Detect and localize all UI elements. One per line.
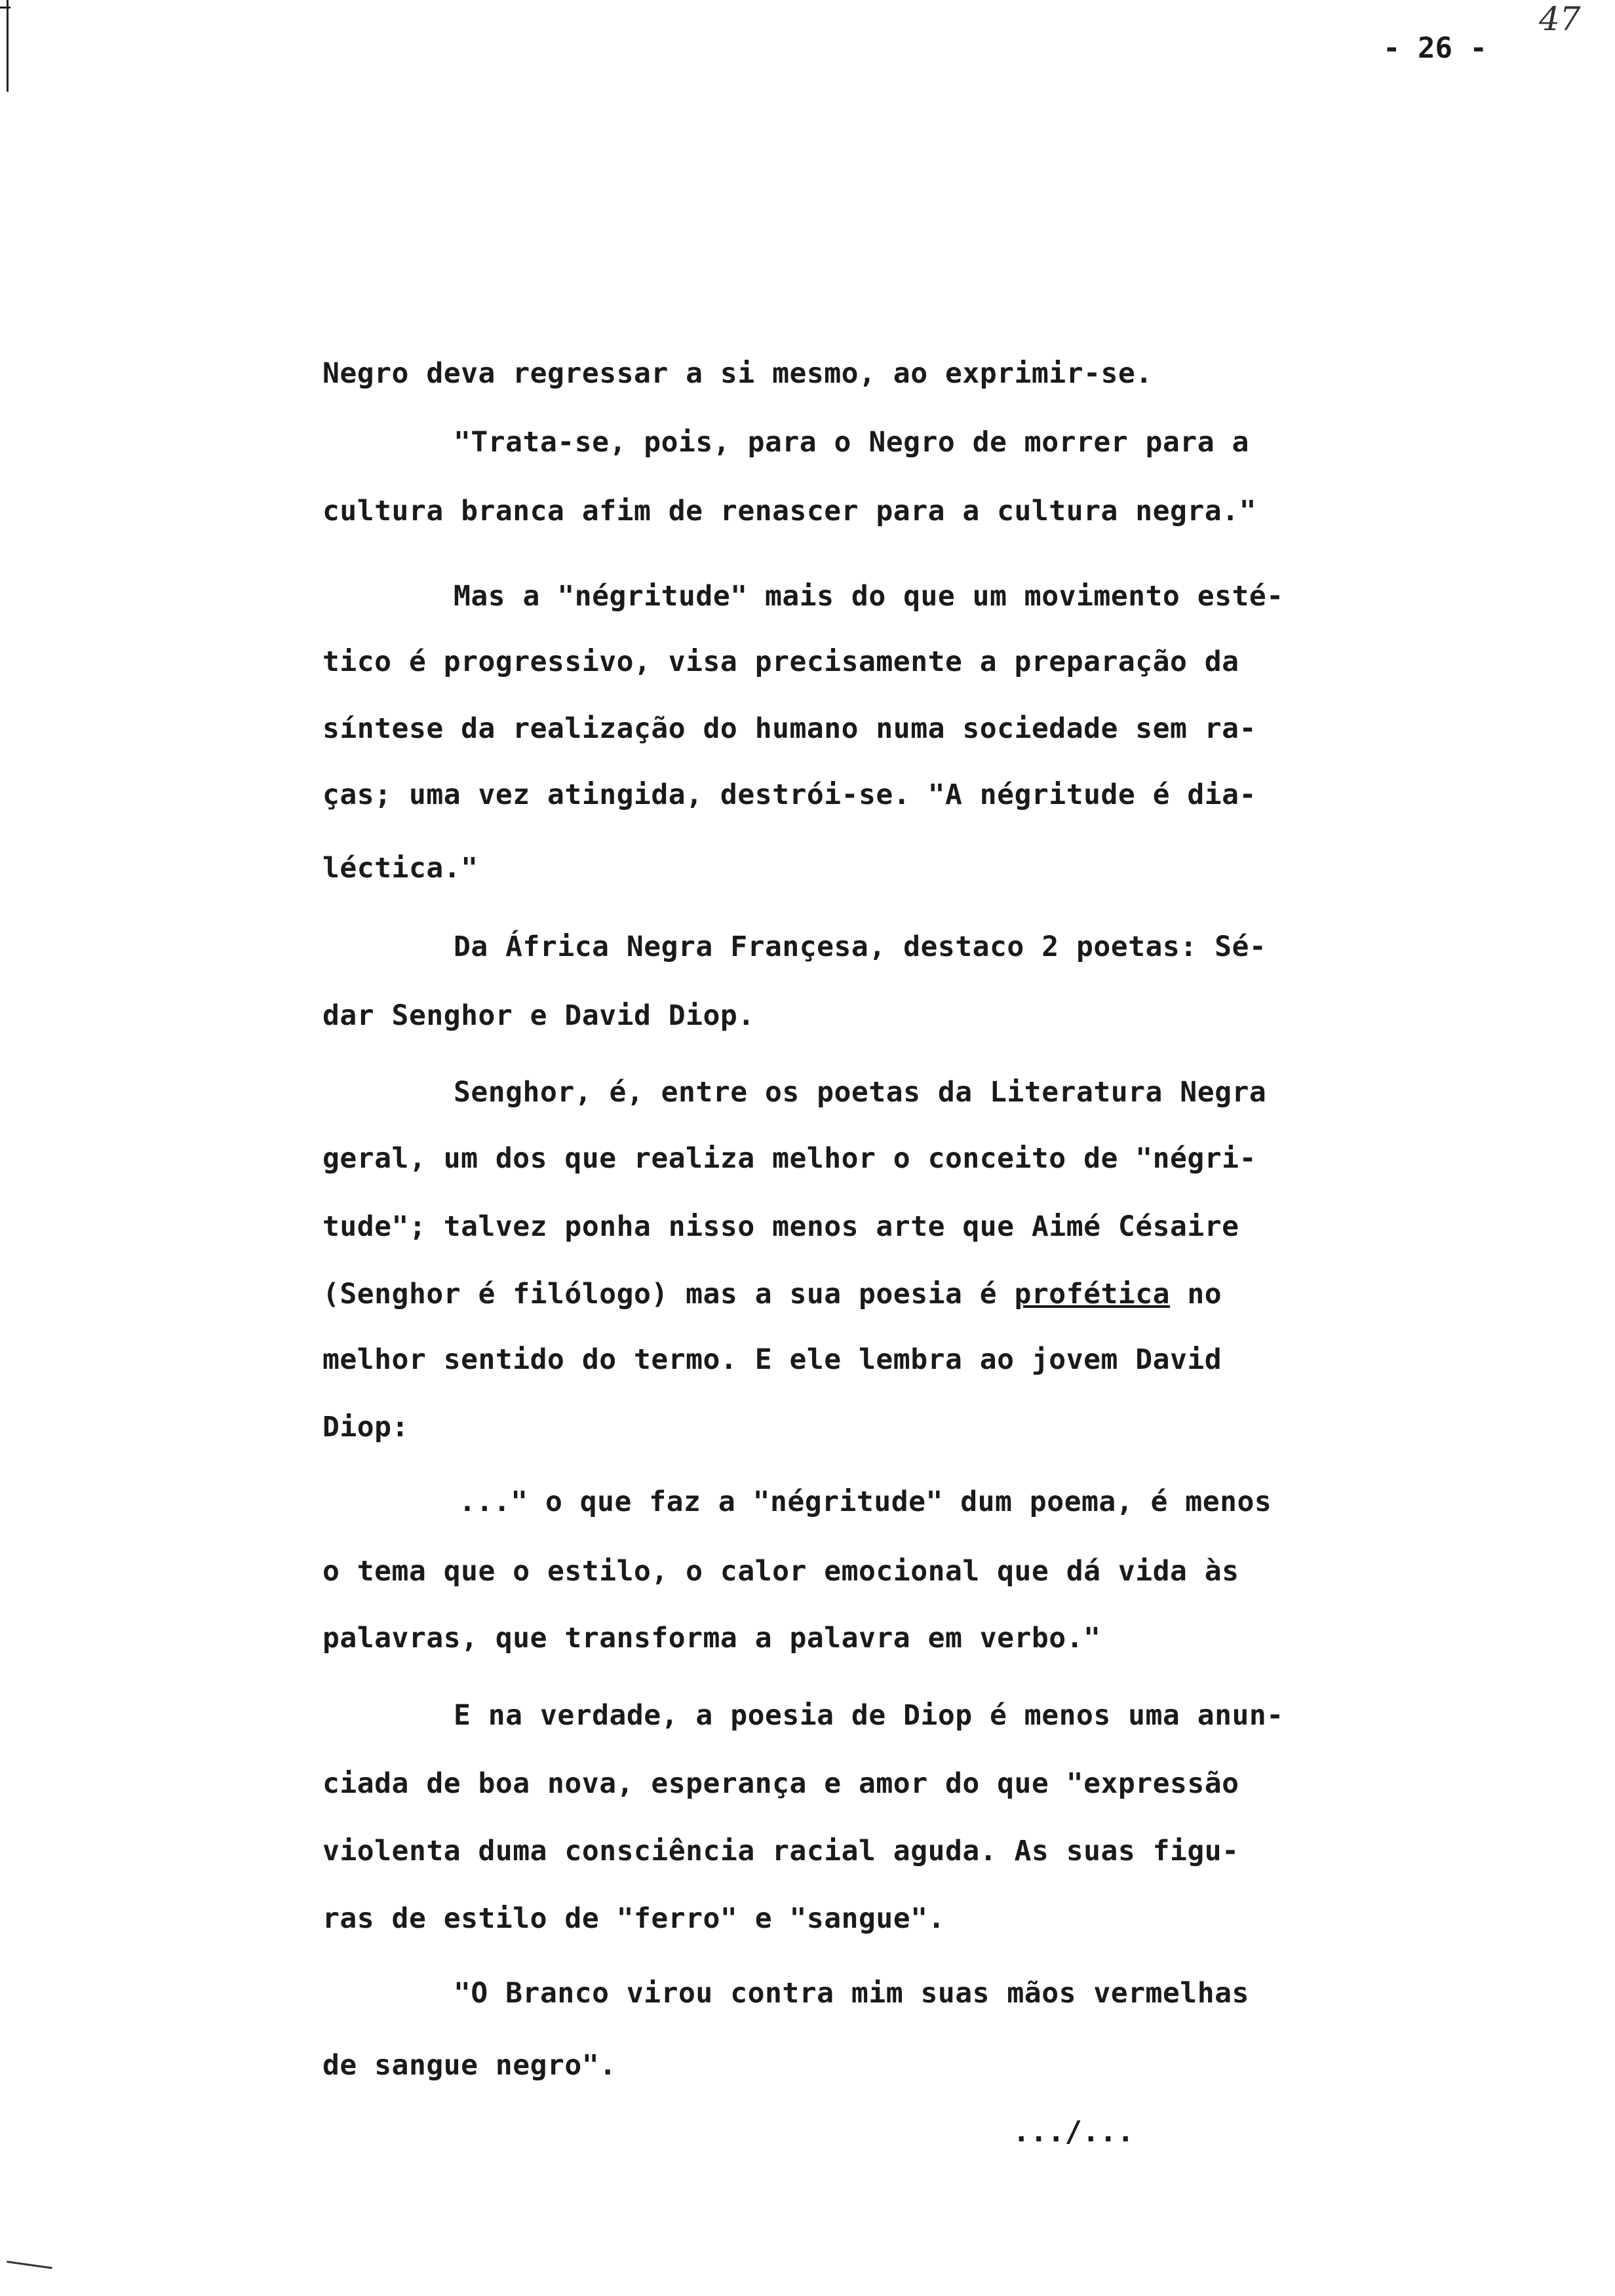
text-line-3: cultura branca afim de renascer para a cultura negra." bbox=[322, 495, 1256, 527]
text-line-18: o tema que o estilo, o calor emocional que dá vida às bbox=[322, 1555, 1239, 1588]
margin-mark-left bbox=[7, 0, 9, 92]
text-line-13: tude"; talvez ponha nisso menos arte que Aimé Césaire bbox=[322, 1210, 1239, 1243]
text-line-9: Da África Negra Françesa, destaco 2 poetas: Sé- bbox=[454, 930, 1267, 963]
text-line-5: tico é progressivo, visa precisamente a preparação da bbox=[322, 645, 1239, 678]
text-line-2: "Trata-se, pois, para o Negro de morrer para a bbox=[454, 426, 1249, 459]
text-line-7: ças; uma vez atingida, destrói-se. "A négritude é dia- bbox=[322, 778, 1256, 811]
text-line-1: Negro deva regressar a si mesmo, ao exprimir-se. bbox=[322, 357, 1153, 390]
text-segment: no bbox=[1170, 1278, 1222, 1311]
text-line-17: ..." o que faz a "négritude" dum poema, é menos bbox=[459, 1485, 1272, 1518]
text-line-11: Senghor, é, entre os poetas da Literatura Negra bbox=[454, 1076, 1267, 1109]
bottom-margin-mark bbox=[7, 2261, 52, 2269]
text-line-21: ciada de boa nova, esperança e amor do que "expressão bbox=[322, 1767, 1239, 1800]
text-line-25: de sangue negro". bbox=[322, 2049, 617, 2082]
text-line-22: violenta duma consciência racial aguda. As suas figu- bbox=[322, 1835, 1239, 1867]
text-line-16: Diop: bbox=[322, 1411, 409, 1444]
text-line-19: palavras, que transforma a palavra em verbo." bbox=[322, 1622, 1101, 1655]
handwritten-folio-number: 47 bbox=[1539, 0, 1581, 38]
text-line-6: síntese da realização do humano numa sociedade sem ra- bbox=[322, 712, 1256, 745]
text-line-14 bbox=[322, 1274, 1222, 1314]
text-line-10: dar Senghor e David Diop. bbox=[322, 999, 755, 1032]
text-line-15: melhor sentido do termo. E ele lembra ao jovem David bbox=[322, 1343, 1222, 1376]
page-number: - 26 - bbox=[1383, 31, 1487, 65]
text-line-12: geral, um dos que realiza melhor o conceito de "négri- bbox=[322, 1142, 1256, 1175]
text-line-8: léctica." bbox=[322, 852, 478, 885]
text-line-23: ras de estilo de "ferro" e "sangue". bbox=[322, 1902, 945, 1935]
continuation-mark: .../... bbox=[1013, 2115, 1135, 2149]
text-line-20: E na verdade, a poesia de Diop é menos uma anun- bbox=[454, 1699, 1284, 1732]
text-segment: (Senghor é filólogo) mas a sua poesia é bbox=[322, 1278, 1015, 1311]
text-line-4: Mas a "négritude" mais do que um movimento esté- bbox=[454, 580, 1284, 613]
underlined-word: profética bbox=[1014, 1278, 1171, 1311]
margin-mark-top bbox=[0, 7, 10, 9]
text-line-24: "O Branco virou contra mim suas mãos vermelhas bbox=[454, 1977, 1249, 2010]
